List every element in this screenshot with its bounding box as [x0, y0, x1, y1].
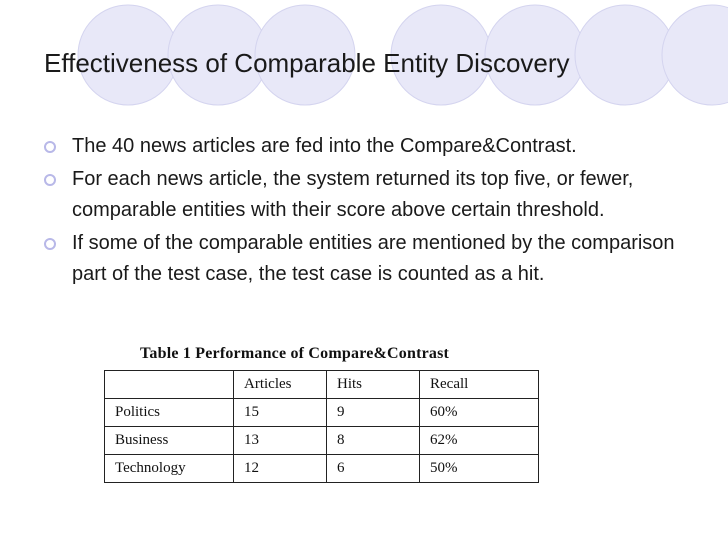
- bullet-text: For each news article, the system returned its top five, or fewer, comparable entities with their score above certain threshold.: [72, 168, 634, 221]
- bullet-text: The 40 news articles are fed into the Compare&Contrast.: [72, 135, 577, 157]
- table-row: [105, 399, 539, 427]
- table-cell: 62%: [420, 427, 539, 455]
- table-cell: Technology: [105, 455, 234, 483]
- bullet-list: [42, 131, 692, 292]
- performance-table: [104, 370, 539, 483]
- table-caption: Table 1 Performance of Compare&Contrast: [140, 345, 450, 362]
- table-cell: Politics: [105, 399, 234, 427]
- circle-bullet-icon: [44, 238, 56, 250]
- table-cell: 12: [234, 455, 327, 483]
- table-row: [105, 427, 539, 455]
- bullet-item: [42, 131, 692, 162]
- table-cell: 9: [327, 399, 420, 427]
- bullet-text: If some of the comparable entities are mentioned by the comparison part of the test case, the test case is counted as a hit.: [72, 232, 675, 285]
- circle-bullet-icon: [44, 141, 56, 153]
- table-cell: 60%: [420, 399, 539, 427]
- table-cell: 15: [234, 399, 327, 427]
- bullet-item: [42, 228, 692, 290]
- table-header-cell: Recall: [420, 371, 539, 399]
- table-row: [105, 455, 539, 483]
- table-cell: Business: [105, 427, 234, 455]
- slide-title: Effectiveness of Comparable Entity Discovery: [44, 48, 570, 78]
- bullet-item: [42, 164, 692, 226]
- table-cell: 13: [234, 427, 327, 455]
- table-header-cell: Hits: [327, 371, 420, 399]
- table-header-row: [105, 371, 539, 399]
- table-cell: 8: [327, 427, 420, 455]
- table-header-cell: [105, 371, 234, 399]
- circle-bullet-icon: [44, 174, 56, 186]
- table-cell: 50%: [420, 455, 539, 483]
- performance-table-block: [104, 345, 539, 483]
- table-cell: 6: [327, 455, 420, 483]
- table-header-cell: Articles: [234, 371, 327, 399]
